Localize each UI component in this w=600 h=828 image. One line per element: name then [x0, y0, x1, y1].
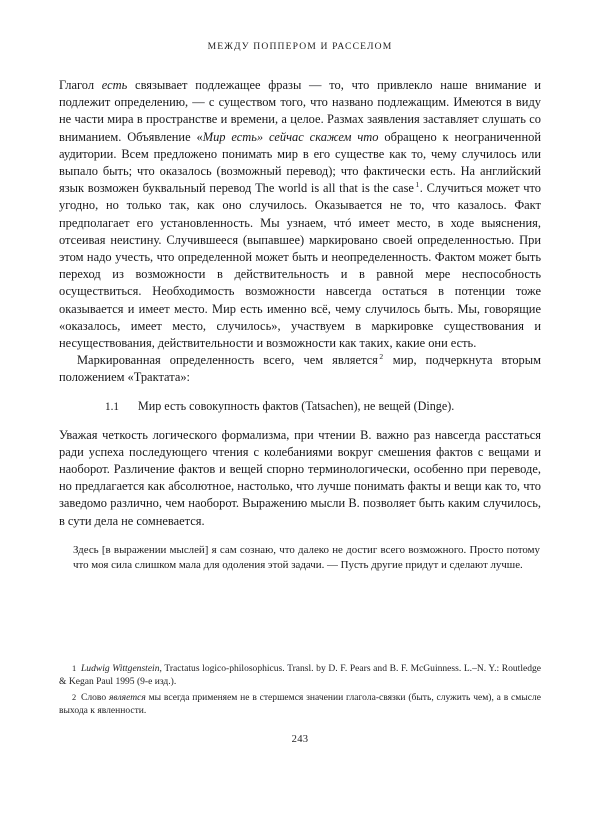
page-number: 243	[291, 734, 309, 745]
thesis-1-1	[59, 398, 541, 416]
body-paragraph-2	[59, 352, 541, 386]
body-paragraph-3: Уважая четкость логического формализма, при чтении В. важно раз навсегда расстаться ради успеха последующего чтения с колебаниями вокруг смешения фактов с вещами и наоборот. Различение фактов и вещей спорно терминологически, особенно при переводе, но предлагается как абсолютное, настолько, что лучше понимать факты и вещи как то, что заведомо различно, чем наоборот. Выражению мысли В. позволяет быть каким случилось, в сути дела не сомневается.	[59, 427, 541, 528]
paragraph-1-text-d: . Случиться может что угодно, но только так, как оно случилось. Оказывается не то, что казалось. Факт предполагает его установленность. Мы узнаем, чтó имеет место, в ходе выяснения, отсеивая неистину. Случившееся (выпавшее) маркировано своей определенностью. При этом надо учесть, что определенной может быть и неопределенность. Фактом может быть переход из возможности в действительность и в равной мере неспособность осуществиться. Необходимость возможности навсегда остаться в потенции тоже оказывается и имеет место. Мир есть именно всё, чему случилось быть. Мы, говорящие «оказалось, имеет место, случилось», участвуем в маркировке существования и несуществования, действительности и возможности как таких, какие они есть.	[59, 181, 542, 351]
footnote-1	[59, 662, 541, 689]
footnote-1-year: 1995	[115, 676, 135, 688]
footnote-1-author: Ludwig Wittgenstein	[81, 663, 160, 674]
block-quotation: Здесь [в выражении мыслей] я сам сознаю, что далеко не достиг всего возможного. Просто потому что моя сила слишком мала для одоления этой задачи. — Пусть другие придут и сделают лучше.	[73, 543, 540, 571]
footnote-1-text-a: , Tractatus logico-philosophicus. Transl. by D. F. Pears and B. F. McGuinness. L.–N. Y.: Routledge & Kegan Paul	[59, 663, 541, 688]
paragraph-1-emphasis-mir-est: Мир есть» сейчас скажем что	[202, 129, 379, 144]
footnote-1-text-b: (9-е изд.).	[134, 676, 177, 688]
paragraph-2-text-a: Маркированная определенность всего, чем является	[77, 353, 378, 368]
footnote-marker-2[interactable]: 2	[379, 352, 384, 362]
footnote-2	[59, 691, 541, 718]
thesis-text: Мир есть совокупность фактов (Tatsachen), не вещей (Dinge).	[138, 398, 455, 413]
footnote-marker-1[interactable]: 1	[415, 180, 420, 190]
body-paragraph-1	[59, 77, 541, 352]
paragraph-2-text-b: мир, подчеркнута вторым положением «Трактата»:	[59, 353, 542, 385]
footnotes-section	[59, 662, 541, 719]
running-head: МЕЖДУ ПОППЕРОМ И РАССЕЛОМ	[207, 41, 393, 52]
paragraph-1-emphasis-est: есть	[101, 78, 128, 92]
footnote-2-number: 2	[72, 692, 77, 702]
footnote-1-number: 1	[72, 664, 77, 673]
paragraph-1-text-a: Глагол	[59, 78, 102, 92]
thesis-number: 1.1	[105, 400, 119, 413]
latin-quotation: The world is all that is the case	[255, 181, 414, 196]
footnote-2-emphasis: является	[108, 691, 146, 703]
footnote-2-text-b: мы всегда применяем не в стершемся значении глагола-связки (быть, служить чем), а в смысле выхода к явленности.	[59, 691, 541, 716]
paragraph-1-text-b: связывает подлежащее фразы — то, что привлекло наше внимание и подлежит определению, — с существом того, что названо подлежащим. Имеются в виду не части мира в пространстве и времени, а целое. Размах заявления заставляет слушать со вниманием. Объявление «	[59, 78, 541, 144]
page-content	[59, 41, 541, 573]
footnote-2-text-a: Слово	[81, 691, 109, 703]
paragraph-1-text-c: обращено к неограниченной аудитории. Всем предложено понимать мир в его существе как то, чему случилось или выпало быть; что оказалось (возможный перевод); что фактически есть. На английский язык возможен буквальный перевод	[59, 129, 541, 196]
